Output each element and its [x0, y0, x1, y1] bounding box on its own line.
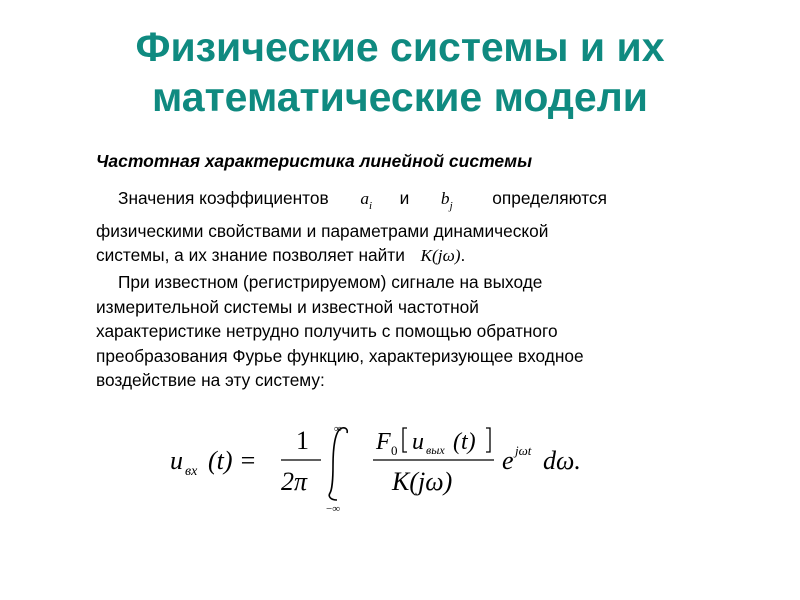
paragraph-line: физическими свойствами и параметрами динамической	[96, 220, 549, 241]
text-fragment: Значения коэффициентов	[118, 188, 329, 208]
paragraph-line	[96, 270, 584, 295]
text-fragment: и	[399, 188, 410, 208]
integral-upper-limit: ∞	[334, 423, 342, 435]
right-bracket	[486, 428, 490, 452]
left-bracket	[403, 428, 407, 452]
fraction-numerator: 1	[296, 426, 309, 455]
formula-lhs-subscript: вх	[185, 464, 198, 479]
inverse-fourier-formula	[170, 418, 630, 518]
numerator-F-subscript: 0	[391, 443, 398, 458]
paragraph-line	[96, 243, 607, 269]
integral-lower-limit: −∞	[326, 503, 341, 515]
paragraph-inverse-fourier	[96, 270, 584, 393]
coefficient-a-symbol: a	[360, 189, 369, 208]
numerator-u: u	[412, 429, 424, 455]
paragraph-line: воздействие на эту систему:	[96, 370, 325, 390]
section-subtitle: Частотная характеристика линейной системы	[96, 151, 533, 171]
paragraph-line: измерительной системы и известной частотной	[96, 296, 479, 317]
fraction-denominator: 2π	[281, 467, 308, 496]
slide-title-line-1: Физические системы и их	[135, 24, 665, 70]
text-fragment: определяются	[492, 188, 607, 208]
coefficient-a-subscript: i	[368, 200, 373, 212]
text-fragment: При известном (регистрируемом) сигнале на выходе	[118, 272, 543, 292]
coefficient-b	[440, 189, 453, 212]
paragraph-line: характеристике нетрудно получить с помощью обратного	[96, 321, 558, 341]
coefficient-b-subscript: j	[449, 200, 453, 212]
text-fragment: .	[460, 245, 466, 265]
slide-title-line-2: математические модели	[152, 74, 648, 120]
coefficient-b-symbol: b	[440, 189, 450, 208]
numerator-F: F	[376, 429, 391, 455]
paragraph-coefficients	[96, 186, 607, 269]
formula-lhs-argument: (t) =	[208, 446, 257, 475]
exponential-power: jωt	[515, 443, 532, 458]
transfer-function: K(jω)	[420, 246, 461, 265]
exponential-base: e	[502, 446, 514, 475]
coefficient-a	[360, 189, 373, 212]
numerator-u-subscript: вых	[426, 443, 445, 457]
formula-lhs-u: u	[170, 446, 183, 475]
differential: dω.	[543, 446, 581, 475]
paragraph-line: преобразования Фурье функцию, характеризующее входное	[96, 345, 584, 366]
numerator-argument: (t)	[453, 429, 476, 455]
slide-title	[0, 22, 800, 122]
text-fragment: системы, а их знание позволяет найти	[96, 245, 405, 265]
integral-sign	[329, 428, 347, 500]
denominator-K: K(jω)	[392, 467, 453, 496]
paragraph-line	[96, 186, 607, 219]
